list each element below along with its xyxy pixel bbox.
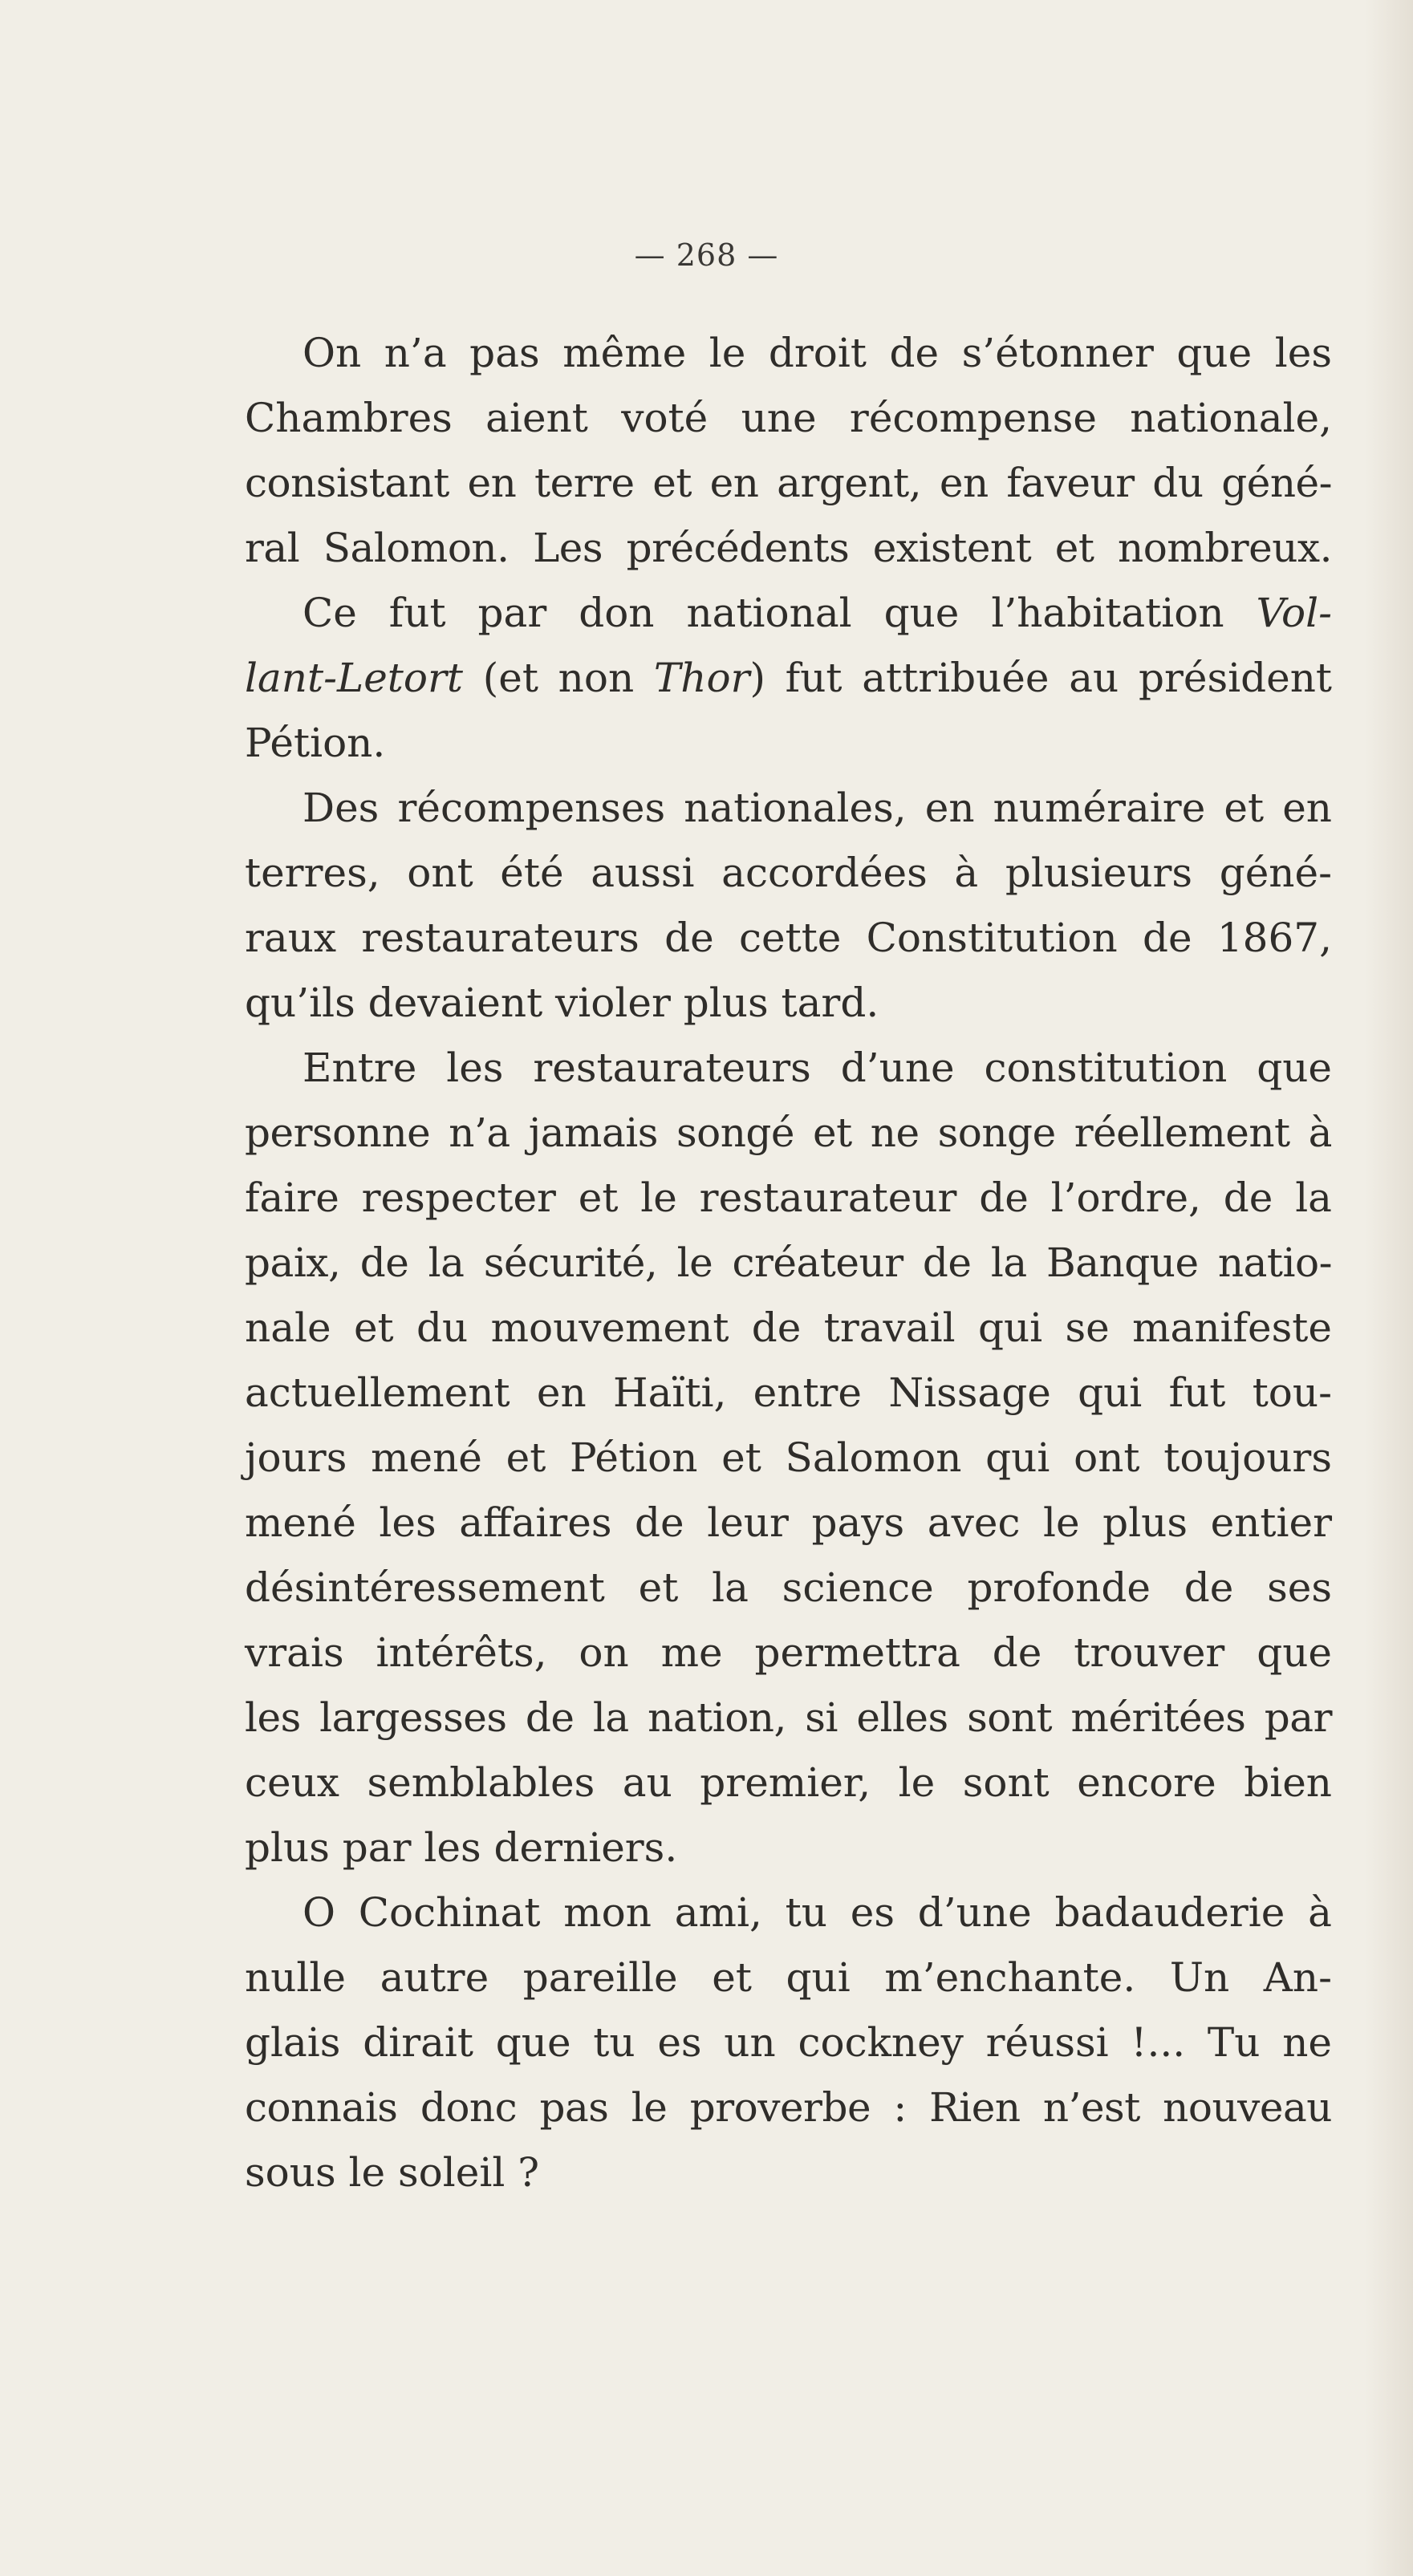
text-line: actuellement en Haïti, entre Nissage qui fut tou-	[245, 1369, 1332, 1416]
text-line: ral Salomon. Les précédents existent et nombreux.	[245, 525, 1332, 571]
text-line	[245, 646, 1332, 711]
text-line: nale et du mouvement de travail qui se manifeste	[245, 1304, 1332, 1351]
text-line: jours mené et Pétion et Salomon qui ont toujours	[245, 1434, 1332, 1481]
text-line: plus par les derniers.	[245, 1824, 678, 1871]
text-line: paix, de la sécurité, le créateur de la Banque natio-	[245, 1239, 1332, 1286]
text-line: vrais intérêts, on me permettra de trouver que	[245, 1629, 1332, 1676]
text-line: nulle autre pareille et qui m’enchante. Un An-	[245, 1954, 1332, 2001]
text-line: O Cochinat mon ami, tu es d’une badauderie à	[302, 1889, 1332, 1936]
italic-text: lant-Letort	[245, 655, 463, 701]
page-number: — 268 —	[634, 237, 779, 273]
text-line: connais donc pas le proverbe : Rien n’est nouveau	[245, 2084, 1332, 2131]
italic-text: Vol-	[1256, 590, 1332, 636]
text-line: Chambres aient voté une récompense nationale,	[245, 395, 1332, 441]
italic-text: Thor	[653, 655, 750, 701]
text-line: sous le soleil ?	[245, 2149, 540, 2196]
text-line: Pétion.	[245, 720, 386, 766]
text-line: consistant en terre et en argent, en faveur du géné-	[245, 460, 1332, 506]
text-line: les largesses de la nation, si elles sont méritées par	[245, 1694, 1332, 1741]
body-text	[245, 321, 1332, 2205]
text-line: raux restaurateurs de cette Constitution de 1867,	[245, 915, 1332, 961]
text-line: qu’ils devaient violer plus tard.	[245, 980, 879, 1026]
text-line: glais dirait que tu es un cockney réussi !... Tu ne	[245, 2019, 1332, 2066]
text-segment: Ce fut par don national que l’habitation	[302, 590, 1224, 636]
text-segment: (et non	[482, 655, 635, 701]
text-line: Entre les restaurateurs d’une constitution que	[302, 1045, 1332, 1091]
text-line: terres, ont été aussi accordées à plusieurs géné-	[245, 850, 1332, 896]
text-line: Des récompenses nationales, en numéraire et en	[302, 785, 1332, 831]
text-line: mené les affaires de leur pays avec le plus entier	[245, 1499, 1332, 1546]
text-line: ceux semblables au premier, le sont encore bien	[245, 1759, 1332, 1806]
text-line: désintéressement et la science profonde de ses	[245, 1564, 1332, 1611]
text-line: On n’a pas même le droit de s’étonner que les	[302, 330, 1332, 376]
text-line	[245, 581, 1332, 646]
text-segment: ) fut attribuée au président	[749, 655, 1332, 701]
text-line: faire respecter et le restaurateur de l’ordre, de la	[245, 1174, 1332, 1221]
text-line: personne n’a jamais songé et ne songe réellement à	[245, 1110, 1332, 1156]
page-edge-shadow	[1365, 0, 1413, 2576]
